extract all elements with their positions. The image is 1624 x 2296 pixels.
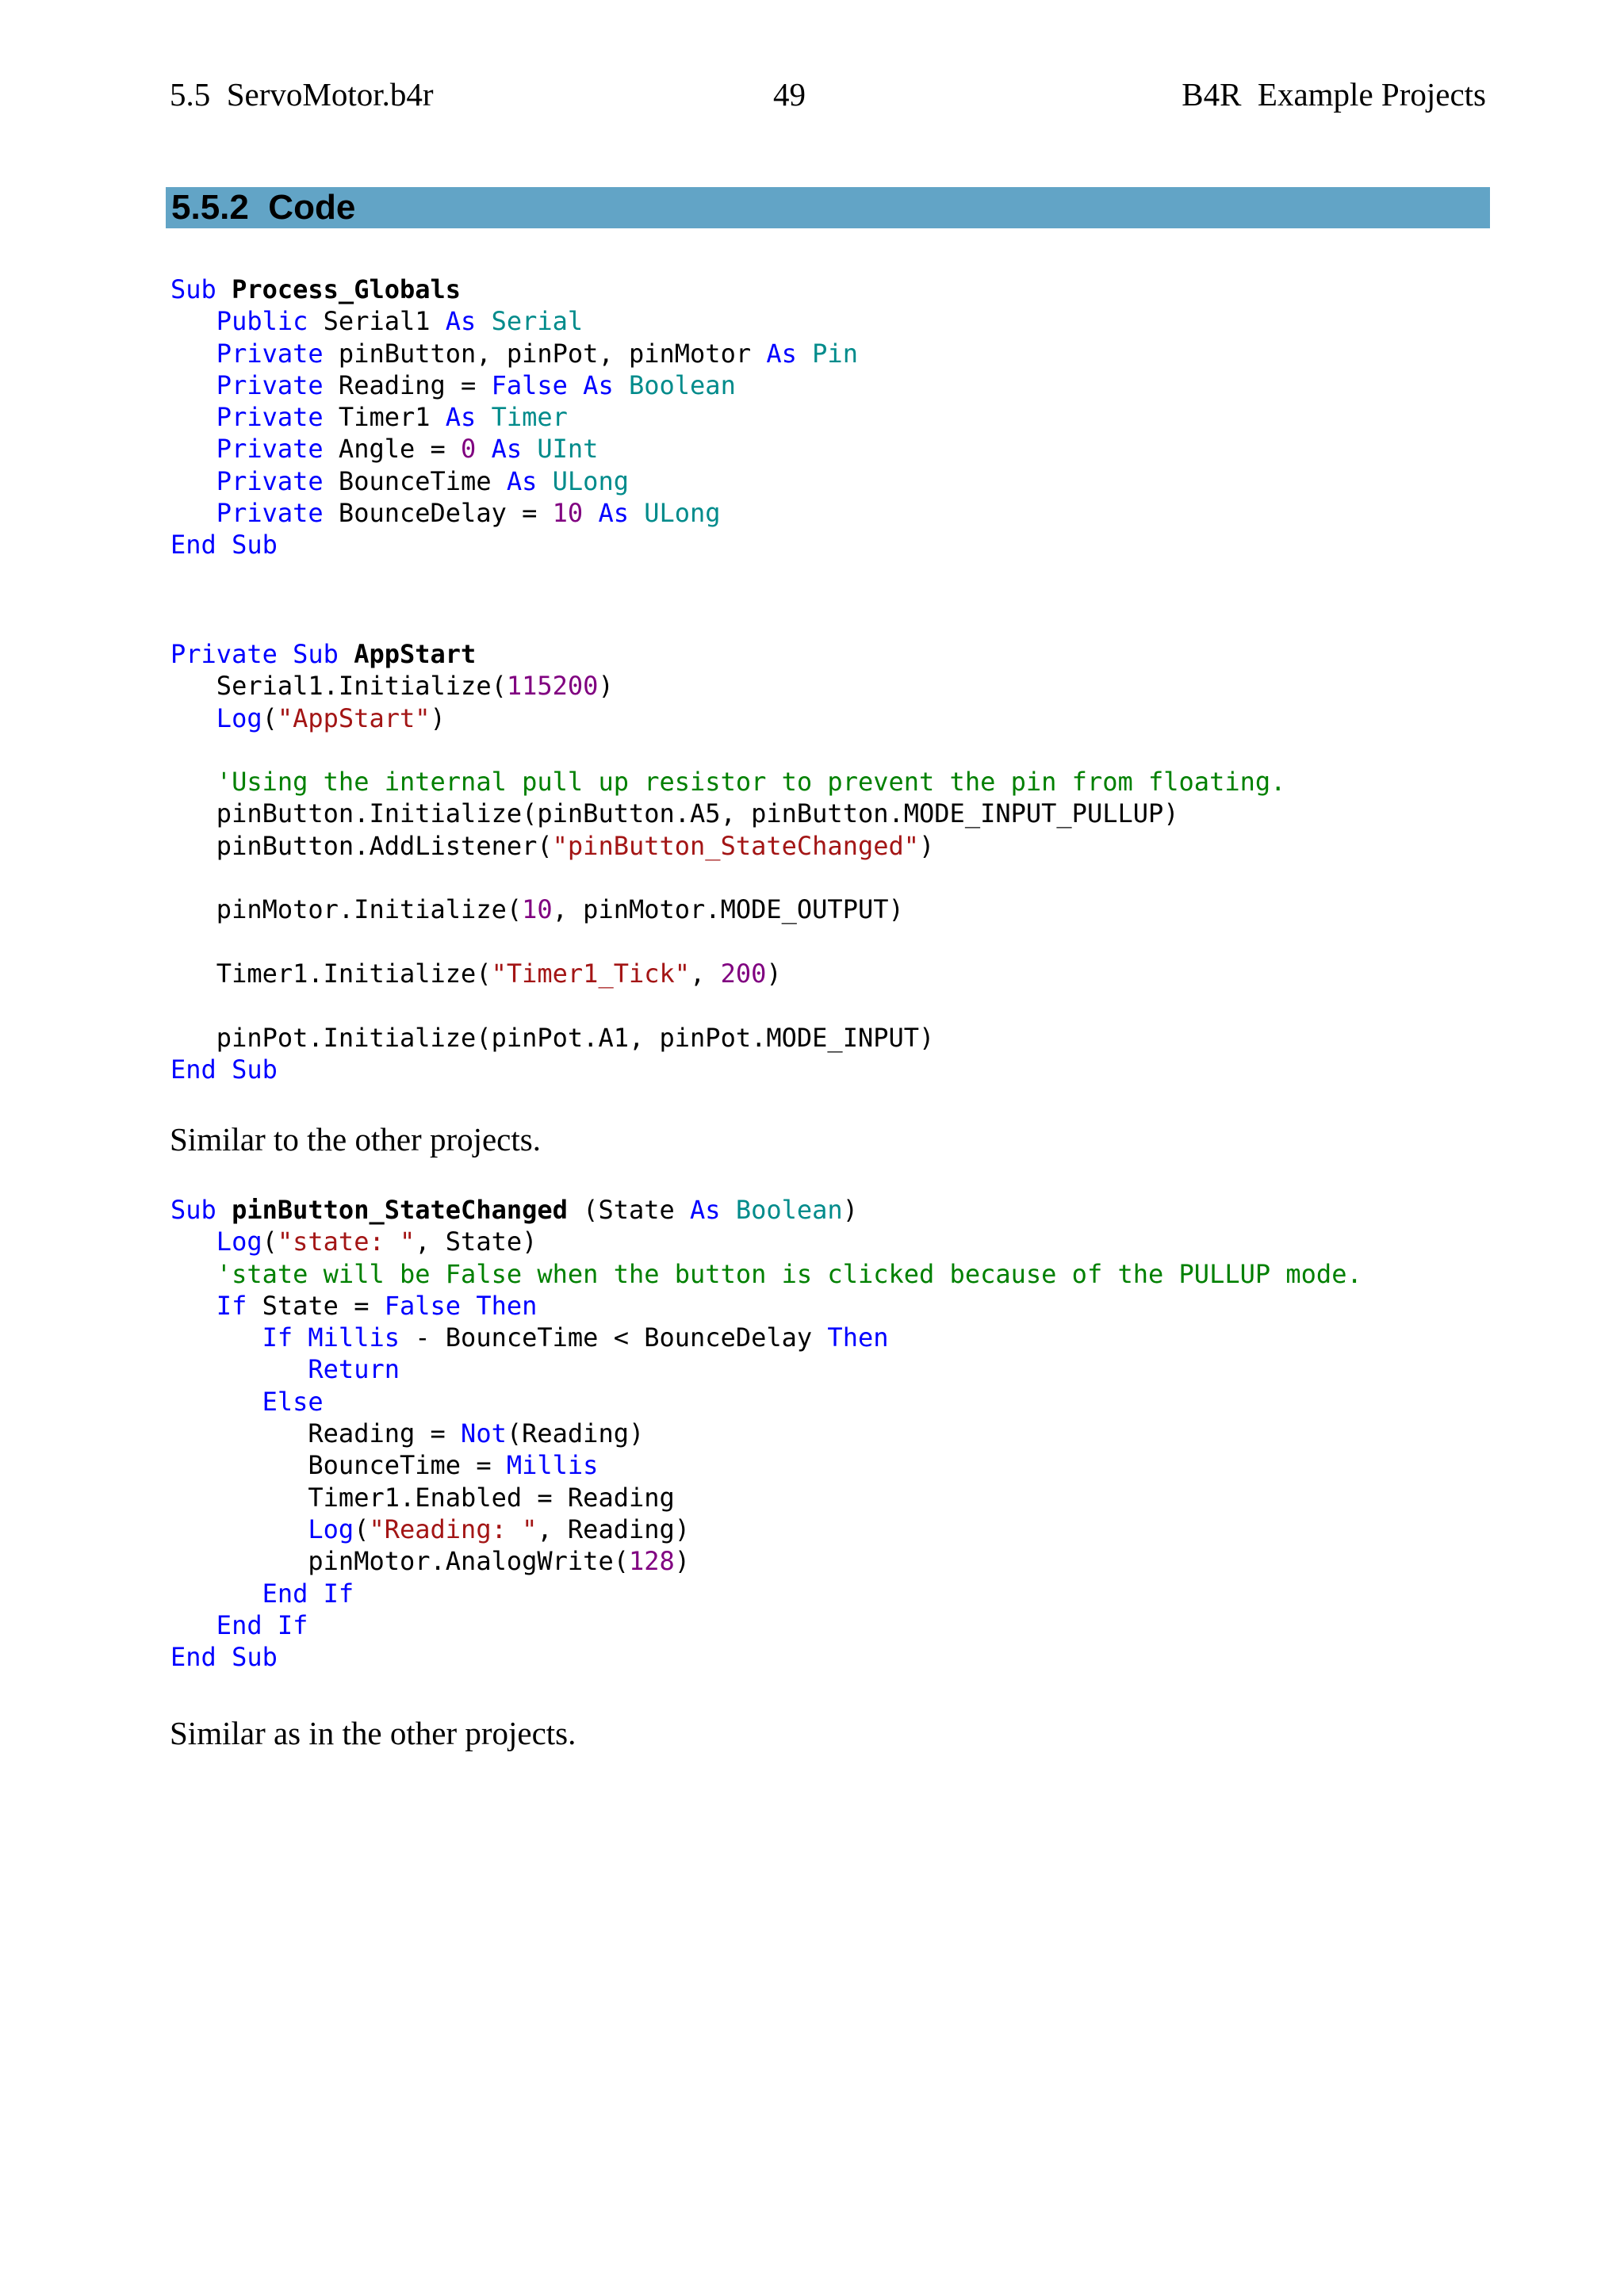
code-line xyxy=(170,338,858,369)
code-token: Log xyxy=(216,702,262,733)
code-token xyxy=(170,466,216,496)
code-token: As xyxy=(583,369,629,400)
code-line xyxy=(170,1353,1362,1385)
code-token: ) xyxy=(919,830,935,861)
code-token: Return xyxy=(308,1354,400,1385)
code-token: Millis xyxy=(506,1450,599,1481)
code-token: pinButton_StateChanged xyxy=(232,1195,568,1225)
code-token: UInt xyxy=(537,434,599,465)
code-token: As xyxy=(598,498,645,529)
code-token: , xyxy=(690,958,721,989)
code-line xyxy=(170,1609,1362,1641)
code-line xyxy=(170,1418,1362,1449)
code-token xyxy=(170,767,216,797)
code-token: Then xyxy=(827,1322,889,1353)
code-token xyxy=(170,1259,216,1289)
code-token xyxy=(170,1291,216,1321)
code-token: Timer1.Enabled = Reading xyxy=(170,1482,675,1513)
code-token: Private xyxy=(216,465,339,496)
code-token: Serial1.Initialize( xyxy=(170,671,507,702)
code-line xyxy=(170,1258,1362,1290)
code-token: "state: " xyxy=(277,1226,416,1257)
code-token: (Reading) xyxy=(506,1418,645,1449)
code-line xyxy=(170,1226,1362,1257)
code-line xyxy=(170,1482,1362,1513)
code-token: False xyxy=(491,369,584,400)
code-token: "pinButton_StateChanged" xyxy=(552,830,920,861)
code-line xyxy=(170,465,858,497)
header-section-label: 5.5 ServoMotor.b4r xyxy=(170,76,434,113)
code-token: As xyxy=(690,1195,736,1225)
code-line xyxy=(170,926,1285,958)
code-token: , pinMotor.MODE_OUTPUT) xyxy=(552,894,904,925)
code-token: Log xyxy=(216,1226,262,1257)
code-token xyxy=(170,1610,216,1640)
code-token: ) xyxy=(430,702,446,733)
paragraph-similar-as-projects: Similar as in the other projects. xyxy=(170,1715,576,1751)
code-token: 115200 xyxy=(506,671,599,702)
code-line xyxy=(170,433,858,465)
code-token: If xyxy=(262,1322,308,1353)
header-book-title: B4R Example Projects xyxy=(1182,76,1486,113)
code-token: As xyxy=(506,465,553,496)
code-line xyxy=(170,1054,1285,1085)
code-line xyxy=(170,369,858,401)
page-header xyxy=(0,75,1624,123)
code-token: Public xyxy=(216,306,324,337)
code-token: pinMotor.AnalogWrite( xyxy=(170,1546,629,1577)
code-line xyxy=(170,1513,1362,1545)
code-token: Boolean xyxy=(628,369,736,400)
code-token: End Sub xyxy=(170,1054,278,1085)
code-token: pinMotor.Initialize( xyxy=(170,894,523,925)
code-line xyxy=(170,1578,1362,1609)
code-token: AppStart xyxy=(354,639,477,669)
code-token xyxy=(170,1226,216,1257)
code-token: Angle = xyxy=(338,434,462,465)
code-token: pinButton.Initialize(pinButton.A5, pinButton.MODE_INPUT_PULLUP) xyxy=(170,798,1179,829)
code-line xyxy=(170,529,858,561)
code-token: Private xyxy=(216,434,339,465)
code-line xyxy=(170,1290,1362,1322)
code-token: As xyxy=(445,402,492,433)
code-token: Private xyxy=(216,498,339,529)
code-token: False Then xyxy=(384,1290,538,1321)
code-token: Timer1 xyxy=(338,402,446,433)
code-token xyxy=(170,1514,308,1544)
paragraph-similar-projects: Similar to the other projects. xyxy=(170,1121,541,1158)
code-line xyxy=(170,401,858,433)
code-token: 10 xyxy=(522,894,553,925)
code-token: pinButton.AddListener( xyxy=(170,830,553,861)
code-token xyxy=(170,402,216,432)
code-token: "Timer1_Tick" xyxy=(491,958,691,989)
code-token: Timer1.Initialize( xyxy=(170,958,492,989)
code-token: Private xyxy=(216,402,339,433)
code-token xyxy=(170,1354,308,1384)
code-token: Boolean xyxy=(735,1195,843,1225)
code-token: ) xyxy=(598,671,614,702)
code-token: ) xyxy=(842,1195,858,1225)
code-line xyxy=(170,638,1285,670)
code-token: As xyxy=(445,306,492,337)
code-line xyxy=(170,1641,1362,1673)
code-token: (State xyxy=(567,1195,691,1225)
code-token: 'Using the internal pull up resistor to prevent the pin from floating. xyxy=(216,767,1286,798)
code-line xyxy=(170,989,1285,1021)
code-token: 128 xyxy=(628,1546,675,1577)
code-line xyxy=(170,305,858,337)
code-token xyxy=(170,339,216,369)
code-token: pinPot.Initialize(pinPot.A1, pinPot.MODE_INPUT) xyxy=(170,1022,935,1053)
code-token xyxy=(170,306,216,336)
code-token: Sub xyxy=(170,274,232,304)
code-token xyxy=(170,434,216,464)
code-token: ( xyxy=(354,1513,370,1544)
code-token: ( xyxy=(262,702,278,733)
code-token: Timer xyxy=(491,402,568,433)
code-token xyxy=(170,1387,262,1417)
code-token: Serial1 xyxy=(323,306,446,337)
code-token: End Sub xyxy=(170,530,278,561)
code-line xyxy=(170,1194,1362,1226)
code-token: 10 xyxy=(552,498,599,529)
code-line xyxy=(170,670,1285,702)
code-line xyxy=(170,894,1285,925)
code-line xyxy=(170,1322,1362,1353)
code-line xyxy=(170,798,1285,829)
code-token: 'state will be False when the button is clicked because of the PULLUP mode. xyxy=(216,1258,1362,1289)
code-token: Millis xyxy=(308,1322,416,1353)
code-token: Private Sub xyxy=(170,639,354,669)
code-token: As xyxy=(766,338,813,369)
code-token: BounceTime = xyxy=(170,1450,507,1481)
code-line xyxy=(170,958,1285,989)
code-token: Reading = xyxy=(338,369,492,400)
code-token: pinButton, pinPot, pinMotor xyxy=(338,338,767,369)
code-token: , State) xyxy=(415,1226,538,1257)
code-token: ) xyxy=(766,958,782,989)
code-line xyxy=(170,274,858,305)
section-heading-bar xyxy=(166,187,1490,228)
code-token: BounceDelay = xyxy=(338,498,553,529)
section-title: 5.5.2 Code xyxy=(171,188,356,227)
code-token xyxy=(170,1578,262,1609)
code-token: Pin xyxy=(812,338,858,369)
code-token: 200 xyxy=(720,958,767,989)
code-token: - BounceTime < BounceDelay xyxy=(415,1322,828,1353)
code-line xyxy=(170,862,1285,894)
code-token: 0 xyxy=(461,434,492,465)
code-token: , Reading) xyxy=(537,1513,691,1544)
code-block-pinbutton-statechanged xyxy=(170,1194,1362,1673)
code-token: End Sub xyxy=(170,1642,278,1673)
code-token: Not xyxy=(461,1418,507,1449)
code-token xyxy=(170,703,216,733)
code-token: ( xyxy=(262,1226,278,1257)
page-number: 49 xyxy=(773,76,806,113)
code-token: ULong xyxy=(644,498,721,529)
code-line xyxy=(170,1449,1362,1481)
code-block-appstart xyxy=(170,638,1285,1085)
code-token xyxy=(170,1322,262,1353)
code-token: Sub xyxy=(170,1195,232,1225)
code-block-process-globals xyxy=(170,274,858,561)
code-token xyxy=(170,370,216,400)
code-token: Private xyxy=(216,369,339,400)
code-token: Log xyxy=(308,1513,354,1544)
code-token: Private xyxy=(216,338,339,369)
code-line xyxy=(170,1386,1362,1418)
code-token: End If xyxy=(216,1609,308,1640)
code-token: "AppStart" xyxy=(277,702,431,733)
code-line xyxy=(170,830,1285,862)
code-line xyxy=(170,766,1285,798)
code-token: ULong xyxy=(552,465,629,496)
code-token: BounceTime xyxy=(338,465,507,496)
code-line xyxy=(170,734,1285,766)
code-line xyxy=(170,1022,1285,1054)
code-token: If xyxy=(216,1290,262,1321)
code-line xyxy=(170,497,858,529)
code-token: "Reading: " xyxy=(369,1513,538,1544)
code-token: End If xyxy=(262,1578,354,1609)
code-token: ) xyxy=(674,1546,691,1577)
code-token: Else xyxy=(262,1386,324,1417)
code-token: As xyxy=(491,434,538,465)
code-token: Reading = xyxy=(170,1418,462,1449)
code-line xyxy=(170,1545,1362,1577)
code-token xyxy=(170,498,216,528)
code-token: State = xyxy=(262,1290,385,1321)
code-line xyxy=(170,702,1285,734)
code-token: Process_Globals xyxy=(232,274,462,304)
code-token: Serial xyxy=(491,306,584,337)
